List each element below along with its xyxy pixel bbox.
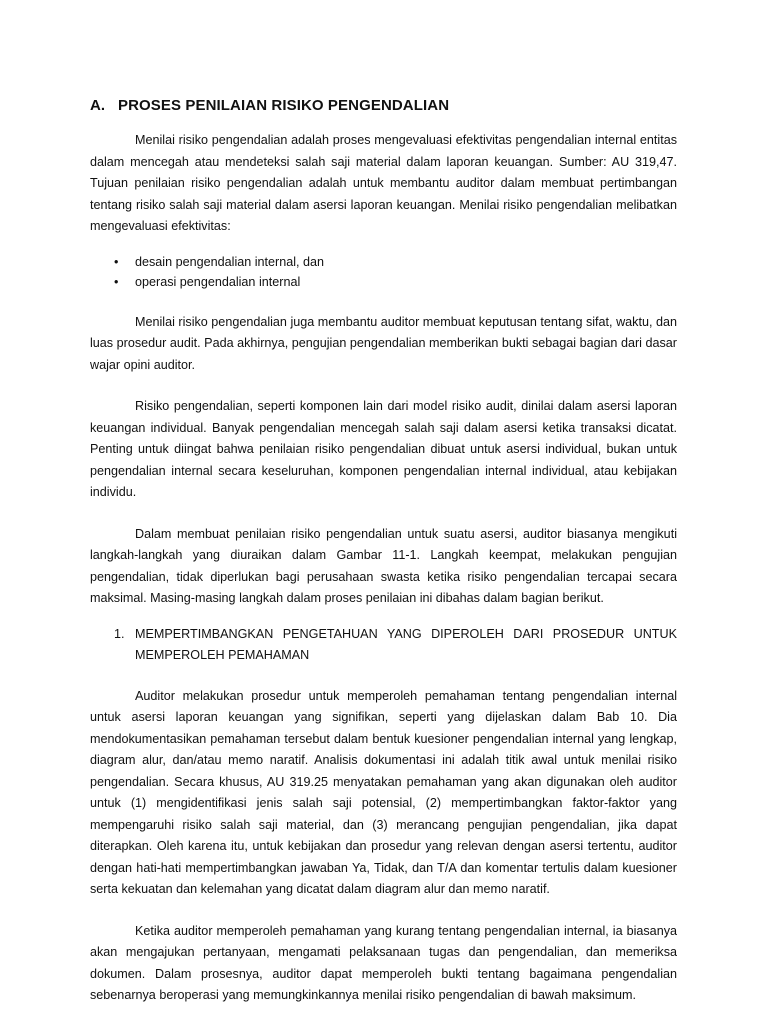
subsection-heading-number: 1. (114, 626, 125, 641)
paragraph-understanding-procedures: Auditor melakukan prosedur untuk memperoleh pemahaman tentang pengendalian internal untuk asersi laporan keuangan yang signifikan, seperti yang dijelaskan dalam Bab 10. Dia mendokumentasikan pemahaman tersebut dalam bentuk kuesioner pengendalian internal yang lengkap, diagram alur, dan/atau memo naratif. Analisis dokumentasi ini adalah titik awal untuk menilai risiko pengendalian. Secara khusus, AU 319.25 menyatakan pemahaman yang akan digunakan oleh auditor untuk (1) mengidentifikasi jenis salah saji potensial, (2) mempertimbangkan faktor-faktor yang mempengaruhi risiko salah saji material, dan (3) merancang pengujian pengendalian, jika dapat diterapkan. Oleh karena itu, untuk kebijakan dan prosedur yang relevan dengan asersi tertentu, auditor dengan hati-hati mempertimbangkan jawaban Ya, Tidak, dan T/A dan komentar tertulis dalam kuesioner serta kekuatan dan kelemahan yang dicatat dalam diagram alur dan memo naratif. (90, 688, 677, 896)
section-heading-text: PROSES PENILAIAN RISIKO PENGENDALIAN (118, 97, 450, 114)
paragraph-assessment-steps: Dalam membuat penilaian risiko pengendalian untuk suatu asersi, auditor biasanya mengikuti langkah-langkah yang diuraikan dalam Gambar 11-1. Langkah keempat, melakukan pengujian pengendalian, tidak diperlukan bagi perusahaan swasta ketika risiko pengendalian tercapai secara maksimal. Masing-masing langkah dalam proses penilaian ini dibahas dalam bagian berikut. (90, 526, 677, 605)
paragraph-intro: Menilai risiko pengendalian adalah proses mengevaluasi efektivitas pengendalian internal entitas dalam mencegah atau mendeteksi salah saji material dalam laporan keuangan. Sumber: AU 319,47. Tujuan penilaian risiko pengendalian adalah untuk membantu auditor dalam membuat pertimbangan tentang risiko salah saji material dalam asersi laporan keuangan. Menilai risiko pengendalian melibatkan mengevaluasi efektivitas: (90, 133, 677, 233)
subsection-heading (90, 624, 677, 666)
subsection-heading-text: MEMPERTIMBANGKAN PENGETAHUAN YANG DIPEROLEH DARI PROSEDUR UNTUK MEMPEROLEH PEMAHAMAN (135, 626, 677, 662)
section-heading (90, 96, 677, 116)
section-heading-number: A. (90, 97, 106, 114)
bullet-item: • desain pengendalian internal, dan (90, 252, 677, 272)
paragraph-audit-decisions: Menilai risiko pengendalian juga membantu auditor membuat keputusan tentang sifat, waktu, dan luas prosedur audit. Pada akhirnya, pengujian pengendalian memberikan bukti sebagai bagian dari dasar wajar opini auditor. (90, 314, 677, 372)
document-content (90, 96, 677, 1007)
paragraph-individual-assertions: Risiko pengendalian, seperti komponen lain dari model risiko audit, dinilai dalam asersi laporan keuangan individual. Banyak pengendalian mencegah salah saji dalam asersi ketika transaksi dicatat. Penting untuk diingat bahwa penilaian risiko pengendalian dibuat untuk asersi individual, bukan untuk pengendalian internal secara keseluruhan, komponen pengendalian internal individual, atau kebijakan individu. (90, 399, 677, 499)
bullet-list (90, 252, 677, 292)
paragraph-limited-understanding: Ketika auditor memperoleh pemahaman yang kurang tentang pengendalian internal, ia biasanya akan mengajukan pertanyaan, mengamati pelaksanaan tugas dan pengendalian, dan memeriksa dokumen. Dalam prosesnya, auditor dapat memperoleh bukti tentang bagaimana pengendalian sebenarnya beroperasi yang memungkinkannya menilai risiko pengendalian di bawah maksimum. (90, 923, 677, 1002)
bullet-item: • operasi pengendalian internal (90, 272, 677, 292)
